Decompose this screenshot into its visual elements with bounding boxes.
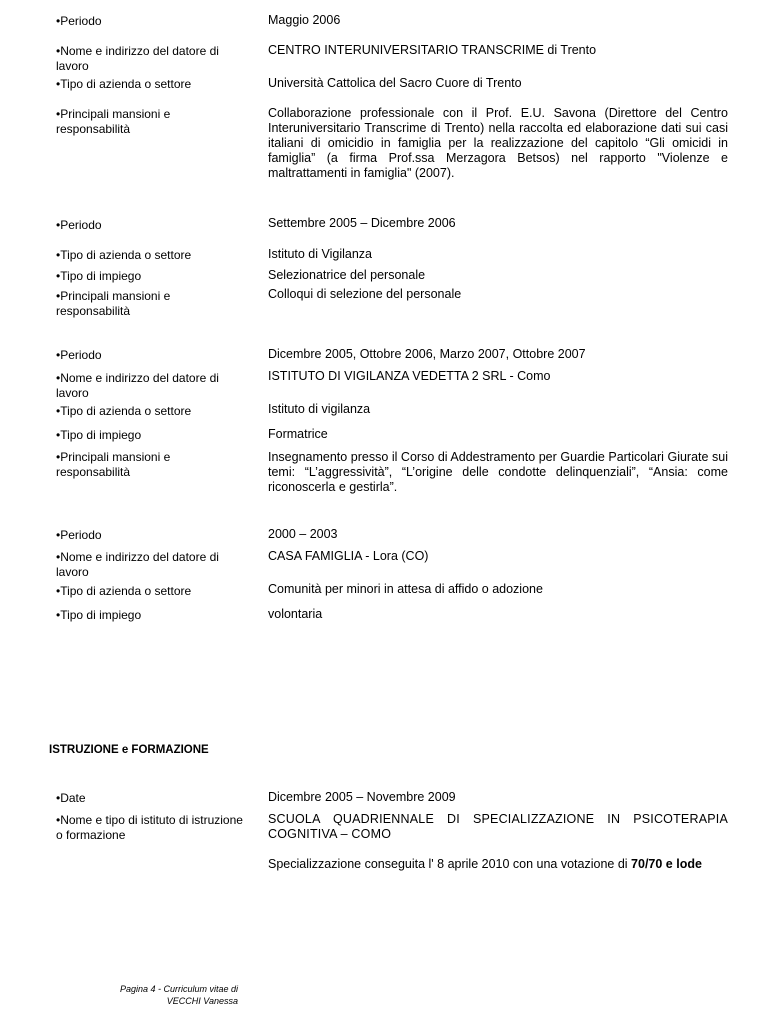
footer-line-2: VECCHI Vanessa xyxy=(166,996,238,1006)
label-tipo-azienda xyxy=(56,77,246,92)
label-date xyxy=(56,791,246,806)
value-periodo: Settembre 2005 – Dicembre 2006 xyxy=(268,216,456,230)
label-nome-istituto xyxy=(56,813,246,843)
label-text: Periodo xyxy=(60,528,102,542)
label-text: Periodo xyxy=(60,14,102,28)
label-nome-datore xyxy=(56,44,246,74)
label-text: Nome e indirizzo del datore di lavoro xyxy=(56,371,219,400)
label-text: Periodo xyxy=(60,218,102,232)
grade-text: 70/70 e lode xyxy=(631,857,702,871)
value-datore: ISTITUTO DI VIGILANZA VEDETTA 2 SRL - Como xyxy=(268,369,551,383)
value-periodo: Maggio 2006 xyxy=(268,13,341,27)
note-text: Specializzazione conseguita l' 8 aprile 2010 con una votazione di xyxy=(268,857,632,871)
label-nome-datore xyxy=(56,371,246,401)
label-tipo-azienda xyxy=(56,584,246,599)
label-tipo-impiego xyxy=(56,608,246,623)
label-periodo xyxy=(56,14,246,29)
value-mansioni: Collaborazione professionale con il Prof. E.U. Savona (Direttore del Centro Interuniversitario Transcrime di Trento) nella raccolta ed elaborazione dati sui casi italiani di omicidio in famiglia per la realizzazione del capitolo “Gli omicidi in famiglia” (a firma Prof.ssa Merzagora Betsos) nel rapporto "Violenze e maltrattamenti in famiglia" (2007). xyxy=(268,106,728,180)
footer-line-1: Pagina 4 - Curriculum vitae di xyxy=(119,984,238,994)
label-text: Nome e indirizzo del datore di lavoro xyxy=(56,44,219,73)
label-periodo xyxy=(56,528,246,543)
label-mansioni xyxy=(56,450,246,480)
label-text: Principali mansioni e responsabilità xyxy=(56,450,171,479)
label-tipo-impiego xyxy=(56,428,246,443)
label-text: Nome e indirizzo del datore di lavoro xyxy=(56,550,219,579)
page-footer xyxy=(100,983,238,1007)
label-text: Periodo xyxy=(60,348,102,362)
label-periodo xyxy=(56,218,246,233)
value-impiego: Formatrice xyxy=(268,427,328,441)
label-text: Tipo di impiego xyxy=(60,269,142,283)
value-datore: CENTRO INTERUNIVERSITARIO TRANSCRIME di Trento xyxy=(268,43,597,57)
value-impiego: volontaria xyxy=(268,607,323,621)
label-tipo-impiego xyxy=(56,269,246,284)
label-text: Tipo di azienda o settore xyxy=(60,404,192,418)
section-title-istruzione: ISTRUZIONE e FORMAZIONE xyxy=(49,744,209,756)
value-istituto: SCUOLA QUADRIENNALE DI SPECIALIZZAZIONE IN PSICOTERAPIA COGNITIVA – COMO xyxy=(268,812,728,841)
value-mansioni: Colloqui di selezione del personale xyxy=(268,287,462,301)
label-text: Tipo di azienda o settore xyxy=(60,248,192,262)
value-date: Dicembre 2005 – Novembre 2009 xyxy=(268,790,456,804)
value-datore: CASA FAMIGLIA - Lora (CO) xyxy=(268,549,429,563)
value-azienda: Istituto di vigilanza xyxy=(268,402,371,416)
label-text: Principali mansioni e responsabilità xyxy=(56,289,171,318)
value-periodo: 2000 – 2003 xyxy=(268,527,338,541)
label-mansioni xyxy=(56,289,246,319)
label-nome-datore xyxy=(56,550,246,580)
value-specializzazione-note xyxy=(268,857,728,872)
label-text: Tipo di azienda o settore xyxy=(60,584,192,598)
value-azienda: Comunità per minori in attesa di affido o adozione xyxy=(268,582,543,596)
label-text: Nome e tipo di istituto di istruzione o formazione xyxy=(56,813,243,842)
label-text: Date xyxy=(60,791,86,805)
value-impiego: Selezionatrice del personale xyxy=(268,268,426,282)
value-azienda: Istituto di Vigilanza xyxy=(268,247,372,261)
label-tipo-azienda xyxy=(56,248,246,263)
label-text: Tipo di impiego xyxy=(60,428,142,442)
value-mansioni: Insegnamento presso il Corso di Addestramento per Guardie Particolari Giurate sui temi: “L’aggressività”, “L’origine delle condotte delinquenziali”, “Ansia: come riconoscerla e gestirla”. xyxy=(268,450,728,494)
label-text: Tipo di azienda o settore xyxy=(60,77,192,91)
label-text: Tipo di impiego xyxy=(60,608,142,622)
label-periodo xyxy=(56,348,246,363)
value-periodo: Dicembre 2005, Ottobre 2006, Marzo 2007, Ottobre 2007 xyxy=(268,347,586,361)
label-text: Principali mansioni e responsabilità xyxy=(56,107,171,136)
label-tipo-azienda xyxy=(56,404,246,419)
value-azienda: Università Cattolica del Sacro Cuore di Trento xyxy=(268,76,522,90)
label-mansioni xyxy=(56,107,246,137)
